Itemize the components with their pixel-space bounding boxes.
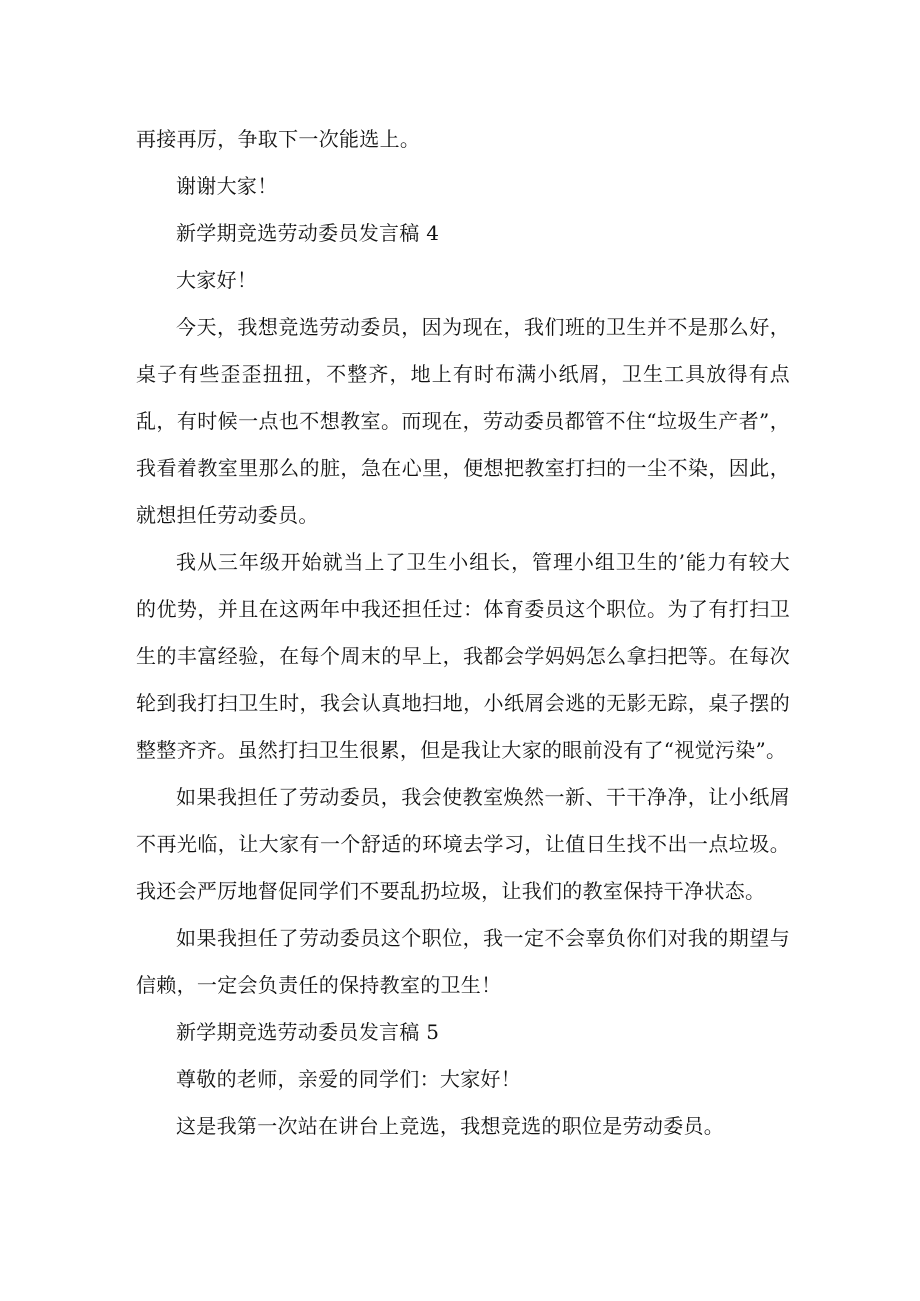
paragraph: 今天，我想竞选劳动委员，因为现在，我们班的卫生并不是那么好，桌子有些歪歪扭扭，不整齐，地上有时布满小纸屑，卫生工具放得有点乱，有时候一点也不想教室。而现在，劳动委员都管不住“垃圾生产者”，我看着教室里那么的脏，急在心里，便想把教室打扫的一尘不染，因此，就想担任劳动委员。: [136, 315, 790, 527]
document-body: [136, 116, 790, 1150]
paragraph: 尊敬的老师，亲爱的同学们：大家好！: [176, 1067, 522, 1091]
paragraph: 再接再厉，争取下一次能选上。: [136, 127, 421, 151]
paragraph: 大家好！: [176, 268, 258, 292]
paragraph: 如果我担任了劳动委员，我会使教室焕然一新、干干净净，让小纸屑不再光临，让大家有一个舒适的环境去学习，让值日生找不出一点垃圾。我还会严厉地督促同学们不要乱扔垃圾，让我们的教室保持干净状态。: [136, 785, 790, 903]
paragraph: 这是我第一次站在讲台上竞选，我想竞选的职位是劳动委员。: [176, 1114, 725, 1138]
paragraph: 谢谢大家！: [176, 174, 278, 198]
paragraph: 我从三年级开始就当上了卫生小组长，管理小组卫生的’能力有较大的优势，并且在这两年中我还担任过：体育委员这个职位。为了有打扫卫生的丰富经验，在每个周末的早上，我都会学妈妈怎么拿扫把等。在每次轮到我打扫卫生时，我会认真地扫地，小纸屑会逃的无影无踪，桌子摆的整整齐齐。虽然打扫卫生很累，但是我让大家的眼前没有了“视觉污染”。: [136, 550, 790, 762]
section-heading: 新学期竞选劳动委员发言稿 5: [176, 1020, 440, 1044]
paragraph: 如果我担任了劳动委员这个职位，我一定不会辜负你们对我的期望与信赖，一定会负责任的保持教室的卫生！: [136, 926, 790, 997]
section-heading: 新学期竞选劳动委员发言稿 4: [176, 221, 440, 245]
